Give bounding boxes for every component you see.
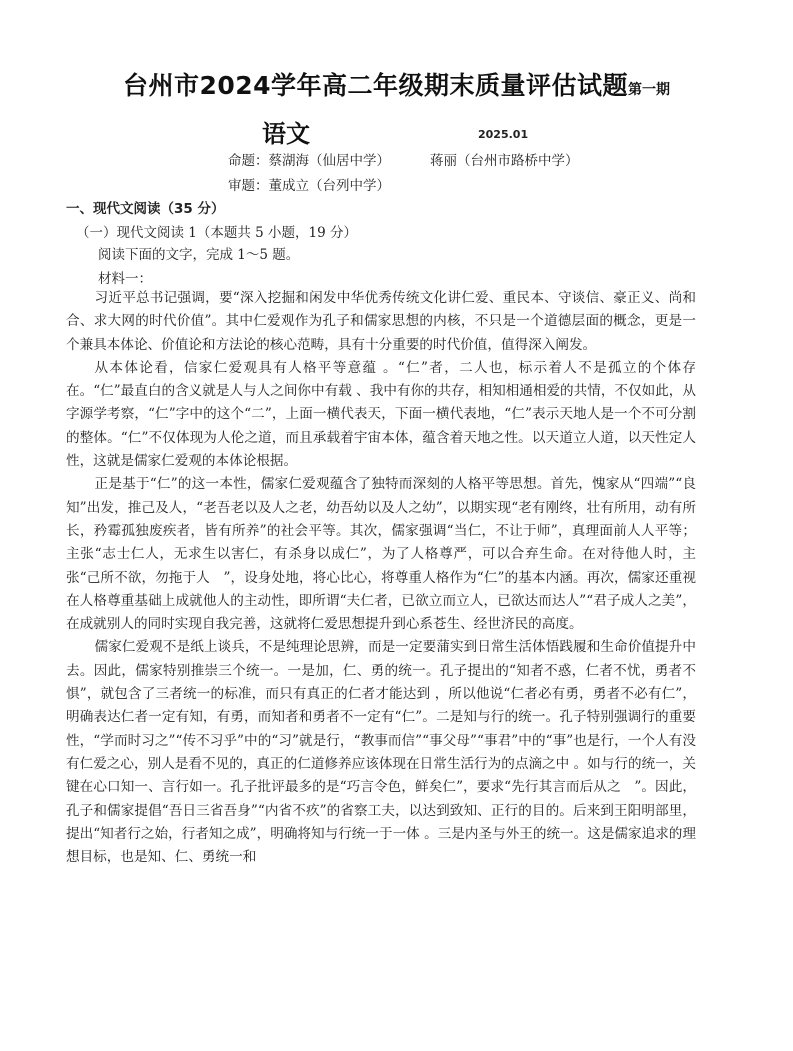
reviewer-line: 审题：董成立（台列中学） <box>228 178 390 194</box>
exam-title-row <box>0 66 793 102</box>
subject-title: 语文 <box>262 120 310 148</box>
exam-title-suffix: 第一期 <box>628 82 671 98</box>
paragraph: 习近平总书记强调，要“深入挖掘和闲发中华优秀传统文化讲仁爱、重民本、守谈信、豪正义、尚和合、求大网的时代价值”。其中仁爱观作为孔子和儒家思想的内核，不只是一个道德层面的概念，更是一个兼具本体论、价值论和方法论的核心范畴，具有十分重要的时代价值，值得深入阐发。 <box>66 290 696 353</box>
paragraph: 从本体论看，信家仁爱观具有人格平等意蕴 。“仁”者，二人也，标示着人不是孤立的个体存在。“仁”最直白的含义就是人与人之间你中有载 、我中有你的共存，相知相通相爱的共情，不仅如此，从字源学考察，“仁”字中的这个“二”，上面一横代表天，下面一横代表地，“仁”表示天地人是一个不可分割的整体。“仁”不仅体现为人伦之道，而且承载着宇宙本体，蕴含着天地之性。以天道立人道，以天性定人性，这就是儒家仁爱观的本体论根据。 <box>66 359 696 470</box>
instruction: 阅读下面的文字，完成 1～5 题。 <box>98 247 300 263</box>
material-label: 材料一： <box>98 271 152 287</box>
setter-primary: 命题：蔡湖海（仙居中学） <box>228 153 390 169</box>
subject-row <box>262 114 310 149</box>
setter-secondary: 蒋丽（台州市路桥中学） <box>430 153 579 169</box>
article-body <box>66 287 696 869</box>
paragraph: 儒家仁爱观不是纸上谈兵，不是纯理论思辨，而是一定要蒲实到日常生活体悟践履和生命价值提升中去。因此，儒家特别推崇三个统一。一是加，仁、勇的统一。孔子提出的“知者不惑，仁者不忧，勇者不惧”，就包含了三者统一的标准，而只有真正的仁者才能达到 ，所以他说“仁者必有勇，勇者不必有仁”，明确表达仁者一定有知，有勇，而知者和勇者不一定有“仁”。二是知与行的统一。孔子特别强调行的重要性，“学而时习之”“传不习乎”中的“习”就是行，“教事而信”“事父母”“事君”中的“事”也是行，一个人有没有仁爱之心，别人是看不见的，真正的仁道修养应该体现在日常生活行为的点滴之中 。如与行的统一，关键在心口知一、言行如一。孔子批评最多的是“巧言令色，鲜矣仁”，要求“先行其言而后从之 ”。因此，孔子和儒家提倡“吾日三省吾身”“内省不疚”的省察工夫，以达到致知、正行的目的。后来到王阳明部里，提出“知者行之始，行者知之成”，明确将知与行统一于一体 。三是内圣与外王的统一。这是儒家追求的理想目标，也是知、仁、勇统一和 <box>66 639 696 866</box>
section-heading: 一、现代文阅读（35 分） <box>66 201 225 217</box>
exam-date: 2025.01 <box>478 128 529 141</box>
exam-title: 台州市2024学年高二年级期末质量评估试题 <box>122 71 629 100</box>
sub-heading: （一）现代文阅读 1（本题共 5 小题，19 分） <box>76 225 358 241</box>
paragraph: 正是基于“仁”的这一本性，儒家仁爱观蕴含了独特而深刻的人格平等思想。首先，愧家从“四端”“良知”出发，推己及人，“老吾老以及人之老，幼吾幼以及人之幼”，以期实现“老有刚终，壮有所用，动有所长，矜霉孤独废疾者，皆有所养”的社会平等。其次，儒家强调“当仁，不让于师”，真理面前人人平等；主张“志士仁人，无求生以害仁，有杀身以成仁”，为了人格尊严，可以合弃生命。在对待他人时，主张“己所不欲，勿拖于人 ”，设身处地，将心比心，将尊重人格作为“仁”的基本内涵。再次，儒家还重视在人格尊重基础上成就他人的主动性，即所谓“夫仁者，已欲立而立人，已欲达而达人”“君子成人之美”，在成就别人的同时实现自我完善，这就将仁爱思想提升到心系苍生、经世济民的高度。 <box>66 476 696 633</box>
setters-line <box>228 149 579 169</box>
